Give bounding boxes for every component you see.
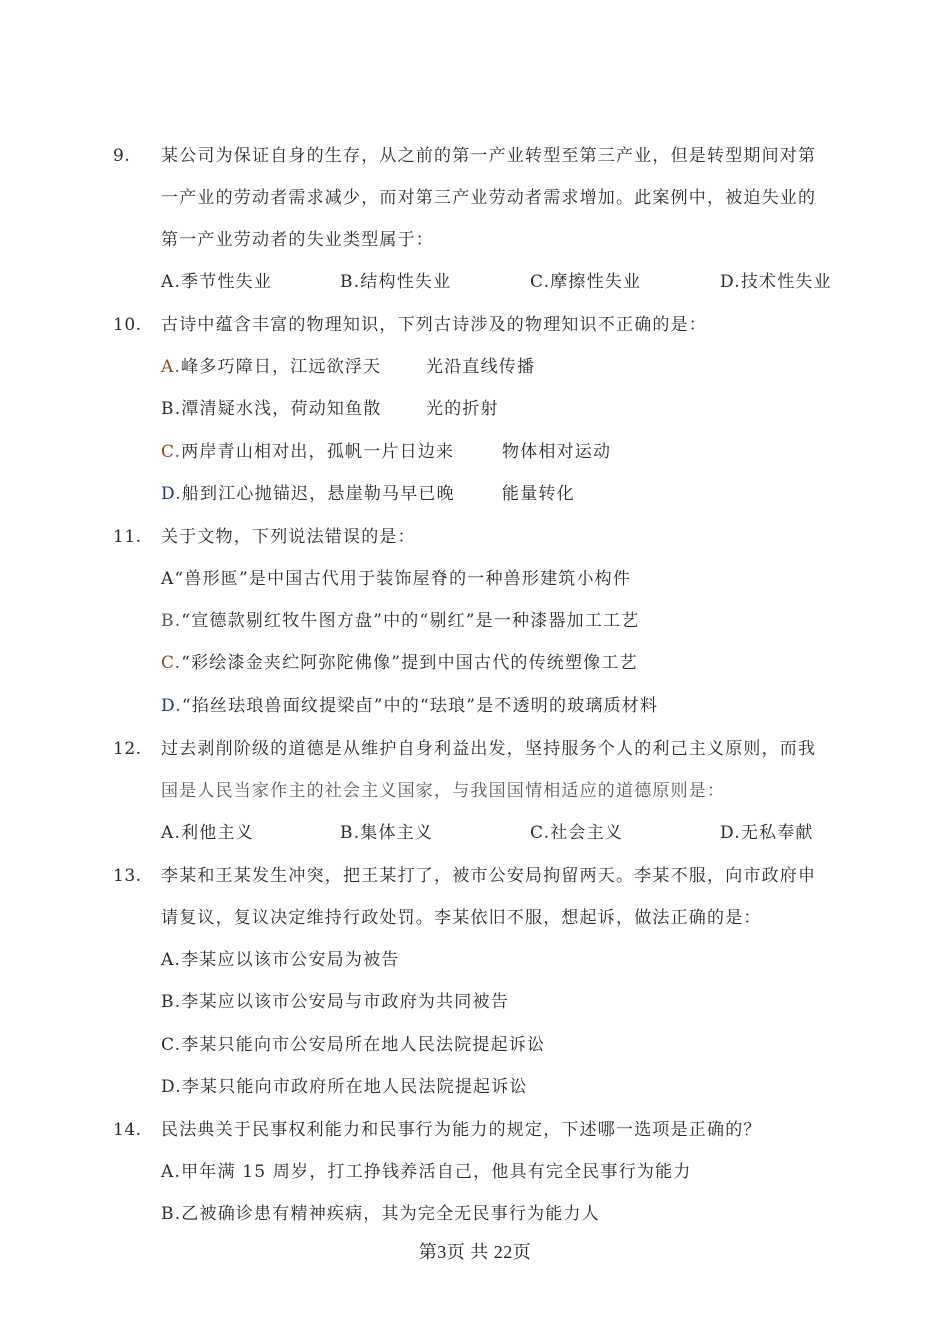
- option-physics: 能量转化: [502, 484, 575, 504]
- option-letter: A.: [161, 357, 182, 377]
- option-physics: 光沿直线传播: [426, 357, 536, 377]
- option-poem: 潭清疑水浅，荷动知鱼散: [181, 399, 382, 419]
- option-b: B.结构性失业: [340, 272, 452, 292]
- option-c: C.李某只能向市公安局所在地人民法院提起诉讼: [161, 1035, 546, 1055]
- option-physics: 物体相对运动: [502, 442, 612, 462]
- option-c: C.摩擦性失业: [530, 272, 642, 292]
- question-stem-line: 民法典关于民事权利能力和民事行为能力的规定，下述哪一选项是正确的？: [161, 1120, 762, 1140]
- option-letter: D.: [161, 696, 182, 716]
- option-a: [161, 567, 631, 591]
- option-d: [161, 694, 658, 718]
- option-physics: 光的折射: [426, 399, 499, 419]
- option-a: [161, 355, 381, 379]
- option-a: A.李某应以该市公安局为被告: [161, 950, 400, 970]
- option-letter: D.: [161, 484, 182, 504]
- option-b: [161, 609, 639, 633]
- question-stem-line: 某公司为保证自身的生存，从之前的第一产业转型至第三产业，但是转型期间对第: [161, 146, 817, 166]
- question-stem-line: 李某和王某发生冲突，把王某打了，被市公安局拘留两天。李某不服，向市政府申: [161, 866, 817, 886]
- option-poem: 两岸青山相对出，孤帆一片日边来: [181, 442, 455, 462]
- page-footer: 第3页 共 22页: [418, 1242, 532, 1262]
- option-d: D.无私奉献: [720, 823, 814, 843]
- option-text: “兽形匜”是中国古代用于装饰屋脊的一种兽形建筑小构件: [174, 569, 632, 589]
- option-b: B.李某应以该市公安局与市政府为共同被告: [161, 992, 509, 1012]
- option-a: A.季节性失业: [161, 272, 273, 292]
- option-c: [161, 651, 638, 675]
- question-stem-line: 一产业的劳动者需求减少，而对第三产业劳动者需求增加。此案例中，被迫失业的: [161, 188, 817, 208]
- question-stem-line: 国是人民当家作主的社会主义国家，与我国国情相适应的道德原则是：: [161, 781, 726, 801]
- option-letter: C.: [161, 653, 182, 673]
- option-c: [161, 440, 454, 464]
- question-stem-line: 过去剥削阶级的道德是从维护自身利益出发，坚持服务个人的利己主义原则，而我: [161, 739, 817, 759]
- option-c: C.社会主义: [530, 823, 624, 843]
- option-b: B.集体主义: [340, 823, 434, 843]
- option-letter: C.: [161, 442, 182, 462]
- option-a: A.利他主义: [161, 823, 254, 843]
- option-b: [161, 397, 382, 421]
- question-number: 14.: [113, 1120, 142, 1140]
- question-number: 11.: [113, 527, 142, 547]
- option-text: “掐丝珐琅兽面纹提梁卣”中的“珐琅”是不透明的玻璃质材料: [181, 696, 659, 716]
- option-a: A.甲年满 15 周岁，打工挣钱养活自己，他具有完全民事行为能力: [161, 1162, 692, 1182]
- question-stem-line: 请复议，复议决定维持行政处罚。李某依旧不服，想起诉，做法正确的是：: [161, 908, 762, 928]
- option-letter: B.: [161, 611, 182, 631]
- option-poem: 船到江心抛锚迟，悬崖勒马早已晚: [181, 484, 455, 504]
- option-b: B.乙被确诊患有精神疾病，其为完全无民事行为能力人: [161, 1204, 600, 1224]
- option-letter: B.: [161, 399, 182, 419]
- question-number: 12.: [113, 739, 142, 759]
- question-stem-line: 古诗中蕴含丰富的物理知识，下列古诗涉及的物理知识不正确的是：: [161, 315, 707, 335]
- question-number: 13.: [113, 866, 142, 886]
- option-d: [161, 482, 455, 506]
- option-letter: A: [161, 569, 175, 589]
- option-text: “彩绘漆金夹纻阿弥陀佛像”提到中国古代的传统塑像工艺: [181, 653, 638, 673]
- option-text: “宣德款剔红牧牛图方盘”中的“剔红”是一种漆器加工工艺: [181, 611, 640, 631]
- option-d: D.技术性失业: [720, 272, 832, 292]
- question-stem-line: 第一产业劳动者的失业类型属于：: [161, 230, 434, 250]
- question-stem-line: 关于文物，下列说法错误的是：: [161, 527, 416, 547]
- option-poem: 峰多巧障日，江远欲浮天: [181, 357, 382, 377]
- option-d: D.李某只能向市政府所在地人民法院提起诉讼: [161, 1077, 528, 1097]
- question-number: 10.: [113, 315, 142, 335]
- question-number: 9.: [113, 146, 131, 166]
